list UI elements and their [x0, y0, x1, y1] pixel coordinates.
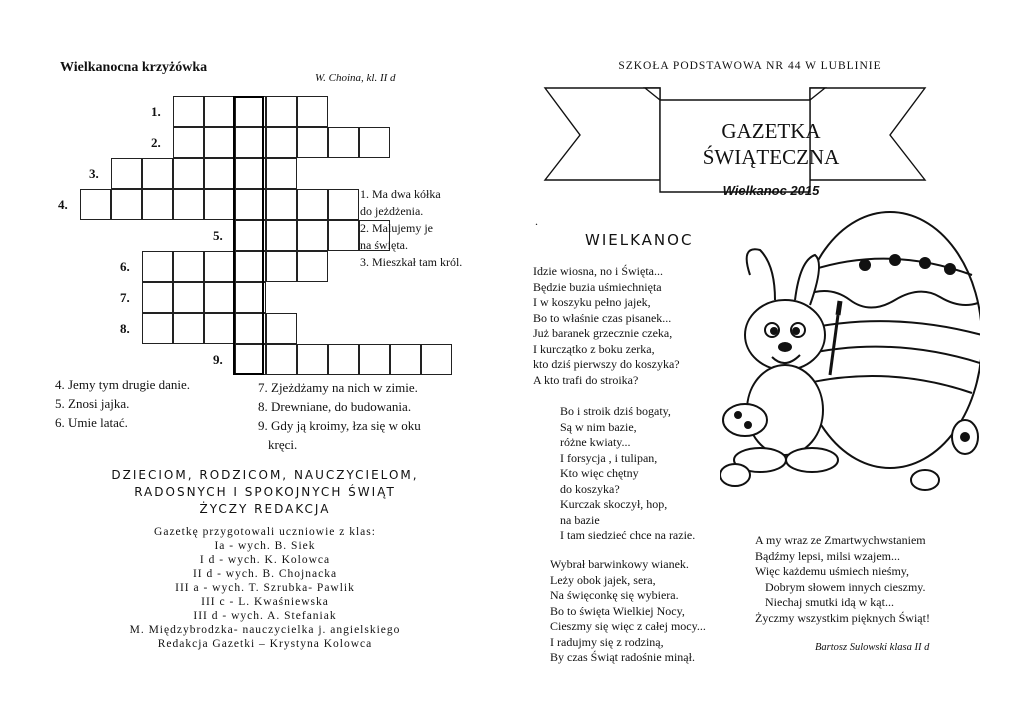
crossword-row-number: 2. [151, 135, 161, 150]
crossword-cell[interactable] [173, 189, 204, 220]
poem-line: I tam siedzieć chce na razie. [560, 528, 696, 542]
banner-title [660, 118, 882, 170]
credit-line: Redakcja Gazetki – Krystyna Kolowca [157, 638, 373, 650]
crossword-row-number: 8. [120, 321, 130, 336]
greeting-line: ŻYCZY REDAKCJA [199, 502, 331, 516]
poem-line: kto dziś pierwszy do koszyka? [533, 357, 680, 371]
crossword-cell[interactable] [142, 282, 173, 313]
poem-line: różne kwiaty... [560, 435, 631, 449]
poem-line: Wybrał barwinkowy wianek. [550, 557, 689, 571]
crossword-cell[interactable] [142, 189, 173, 220]
poem-line: I w koszyku pełno jajek, [533, 295, 651, 309]
crossword-row-number: 7. [120, 290, 130, 305]
crossword-cell[interactable] [297, 220, 328, 251]
crossword-author: W. Choina, kl. II d [315, 72, 396, 84]
greeting-line: RADOSNYCH I SPOKOJNYCH ŚWIĄT [134, 485, 396, 499]
crossword-cell[interactable] [204, 313, 235, 344]
poem-title: WIELKANOC [585, 231, 694, 249]
crossword-cell[interactable] [204, 282, 235, 313]
crossword-cell[interactable] [359, 127, 390, 158]
crossword-cell[interactable] [235, 96, 266, 127]
poem-line: do koszyka? [560, 481, 620, 496]
crossword-cell[interactable] [297, 189, 328, 220]
crossword-cell[interactable] [328, 127, 359, 158]
poem-author: Bartosz Sulowski klasa II d [815, 642, 930, 653]
poem-line: Już baranek grzecznie czeka, [533, 326, 673, 340]
poem-line: na bazie [560, 512, 600, 527]
banner-subtitle: Wielkanoc 2015 [722, 183, 820, 198]
crossword-cell[interactable] [173, 158, 204, 189]
crossword-cell[interactable] [359, 344, 390, 375]
crossword-row-number: 3. [89, 166, 99, 181]
credit-line: II d - wych. B. Chojnacka [192, 568, 338, 580]
crossword-cell[interactable] [173, 313, 204, 344]
clue-line: 5. Znosi jajka. [55, 396, 130, 411]
crossword-cell[interactable] [297, 127, 328, 158]
crossword-cell[interactable] [266, 96, 297, 127]
crossword-cell[interactable] [328, 220, 359, 251]
poem-line: Bo to święta Wielkiej Nocy, [550, 603, 685, 618]
poem-stanza-1 [533, 264, 680, 388]
crossword-cell[interactable] [266, 344, 297, 375]
clue-line: 2. Malujemy je [360, 221, 433, 235]
crossword-cell[interactable] [111, 158, 142, 189]
crossword-row-number: 1. [151, 104, 161, 119]
clue-line: 8. Drewniane, do budowania. [258, 399, 412, 414]
poem-line: A my wraz ze Zmartwychwstaniem [755, 533, 926, 547]
poem-line: Bo i stroik dziś bogaty, [560, 404, 671, 418]
credits [80, 525, 450, 651]
poem-line: Życzmy wszystkim pięknych Świąt! [755, 610, 930, 625]
poem-line: Są w nim bazie, [560, 419, 637, 434]
poem-line: Bo to właśnie czas pisanek... [533, 310, 672, 325]
crossword-cell[interactable] [235, 158, 266, 189]
clue-line: 9. Gdy ją kroimy, łza się w oku [258, 418, 421, 433]
clue-line: 3. Mieszkał tam król. [360, 255, 463, 269]
poem-line: Kto więc chętny [560, 466, 639, 480]
crossword-cell[interactable] [204, 251, 235, 282]
stray-dot: . [535, 214, 538, 228]
poem-line: Cieszmy się więc z całej mocy... [550, 619, 706, 633]
poem-line: I kurczątko z boku zerka, [533, 341, 655, 356]
poem-line: Dobrym słowem innych cieszmy. [765, 579, 926, 594]
crossword-row-number: 5. [213, 228, 223, 243]
poem-line: Bądźmy lepsi, milsi wzajem... [755, 548, 900, 563]
greeting-line: DZIECIOM, RODZICOM, NAUCZYCIELOM, [111, 468, 419, 482]
crossword-cell[interactable] [111, 189, 142, 220]
poem-line: Kurczak skoczył, hop, [560, 497, 668, 511]
clues-bottom-right [258, 378, 421, 454]
poem-line: Idzie wiosna, no i Święta... [533, 264, 663, 278]
poem-stanza-3 [550, 557, 706, 666]
clue-line: 6. Umie latać. [55, 415, 128, 430]
credit-line: Gazetkę przygotowali uczniowie z klas: [154, 526, 376, 538]
crossword-cell[interactable] [204, 96, 235, 127]
credit-line: I d - wych. K. Kolowca [199, 554, 331, 566]
crossword-cell[interactable] [266, 313, 297, 344]
poem-line: Więc każdemu uśmiech nieśmy, [755, 564, 910, 578]
crossword-cell[interactable] [328, 189, 359, 220]
clue-line: kręci. [268, 437, 298, 452]
poem-line: I radujmy się z rodziną, [550, 634, 664, 649]
crossword-cell[interactable] [266, 189, 297, 220]
greeting [80, 467, 450, 518]
clues-side [360, 186, 462, 271]
crossword-cell[interactable] [142, 158, 173, 189]
poem-line: Na święconkę się wybiera. [550, 588, 679, 602]
poem-line: By czas Świąt radośnie minął. [550, 650, 695, 664]
poem-line: I forsycja , i tulipan, [560, 450, 658, 465]
crossword-cell[interactable] [173, 127, 204, 158]
crossword-cell[interactable] [235, 251, 266, 282]
crossword-cell[interactable] [235, 189, 266, 220]
crossword-row-number: 9. [213, 352, 223, 367]
banner-title-line: GAZETKA [721, 119, 821, 143]
crossword-cell[interactable] [297, 251, 328, 282]
crossword-cell[interactable] [235, 282, 266, 313]
crossword-cell[interactable] [235, 344, 266, 375]
credit-line: III a - wych. T. Szrubka- Pawlik [175, 582, 355, 594]
crossword-row-number: 4. [58, 197, 68, 212]
crossword-cell[interactable] [173, 282, 204, 313]
poem-stanza-2 [560, 404, 695, 544]
banner-title-line: ŚWIĄTECZNA [702, 145, 840, 169]
crossword-cell[interactable] [173, 251, 204, 282]
school-name: SZKOŁA PODSTAWOWA NR 44 W LUBLINIE [618, 60, 882, 72]
credit-line: Ia - wych. B. Siek [214, 540, 316, 552]
credit-line: III c - L. Kwaśniewska [201, 596, 329, 608]
crossword-cell[interactable] [235, 127, 266, 158]
crossword-cell[interactable] [173, 96, 204, 127]
ribbon-left-tail [545, 88, 660, 180]
crossword-title: Wielkanocna krzyżówka [60, 60, 208, 75]
crossword-cell[interactable] [266, 220, 297, 251]
poem-line: Leży obok jajek, sera, [550, 572, 656, 587]
poem-line: Będzie buzia uśmiechnięta [533, 279, 662, 294]
crossword-cell[interactable] [266, 251, 297, 282]
crossword-cell[interactable] [80, 189, 111, 220]
clue-line: 7. Zjeżdżamy na nich w zimie. [258, 380, 418, 395]
crossword-cell[interactable] [142, 313, 173, 344]
crossword-cell[interactable] [204, 127, 235, 158]
crossword-cell[interactable] [266, 158, 297, 189]
credit-line: III d - wych. A. Stefaniak [193, 610, 337, 622]
poem-line: Niechaj smutki idą w kąt... [765, 595, 894, 609]
clues-bottom-left [55, 375, 190, 432]
easter-bunny-egg-illustration [720, 205, 980, 495]
crossword-cell[interactable] [235, 313, 266, 344]
paint-palette [723, 404, 767, 436]
crossword-cell[interactable] [328, 344, 359, 375]
crossword-cell[interactable] [142, 251, 173, 282]
clue-line: na święta. [360, 238, 408, 252]
crossword-cell[interactable] [266, 127, 297, 158]
crossword-cell[interactable] [421, 344, 452, 375]
crossword-cell[interactable] [297, 344, 328, 375]
crossword-row-number: 6. [120, 259, 130, 274]
crossword-cell[interactable] [235, 220, 266, 251]
crossword-cell[interactable] [390, 344, 421, 375]
clue-line: 4. Jemy tym drugie danie. [55, 377, 191, 392]
poem-line: A kto trafi do stroika? [533, 372, 639, 387]
credit-line: M. Międzybrodzka- nauczycielka j. angielskiego [129, 624, 401, 636]
poem-stanza-4 [755, 533, 930, 626]
crossword-cell[interactable] [204, 158, 235, 189]
clue-line: 1. Ma dwa kółka [360, 187, 441, 201]
crossword-cell[interactable] [204, 189, 235, 220]
clue-line: do jeżdżenia. [360, 204, 424, 218]
crossword-cell[interactable] [297, 96, 328, 127]
